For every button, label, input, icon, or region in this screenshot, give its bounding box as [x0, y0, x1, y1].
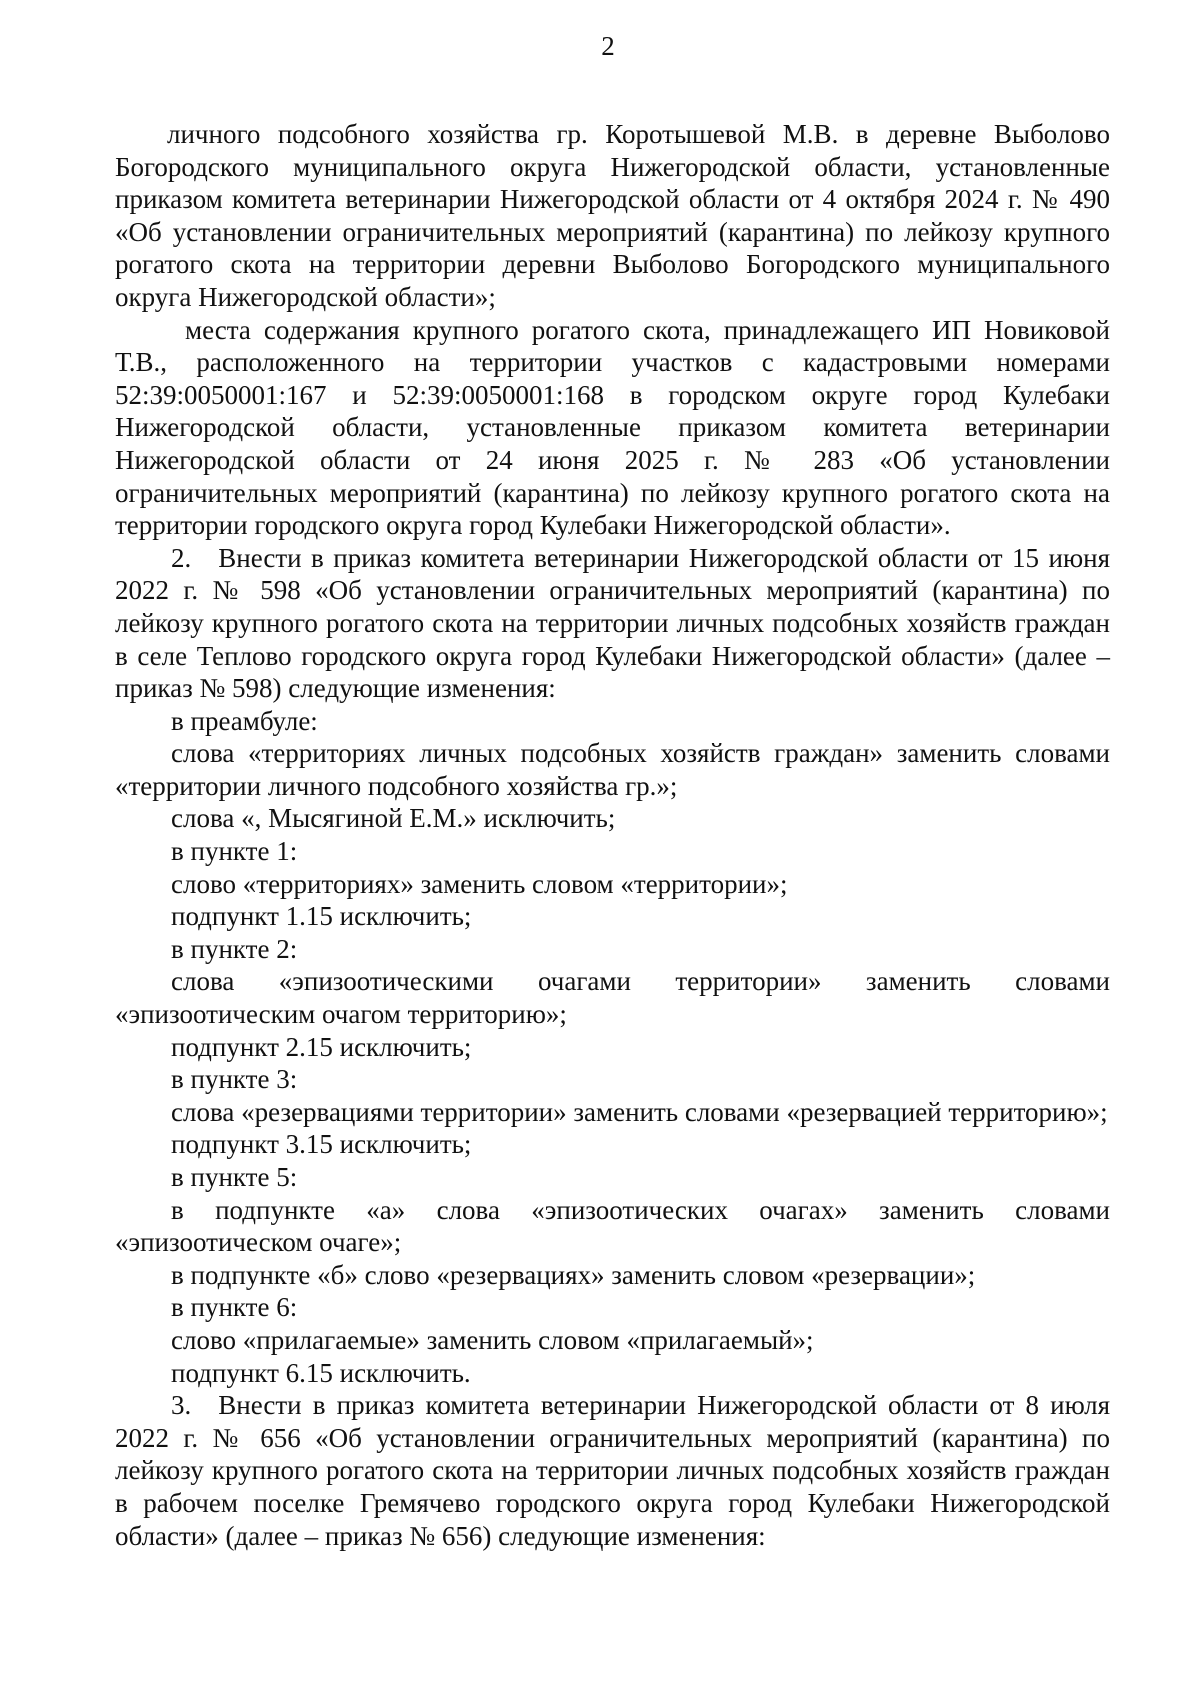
paragraph-point-6: в пункте 6:	[171, 1292, 298, 1323]
paragraph-preamble: в преамбуле:	[171, 705, 318, 736]
paragraph-point-2: в пункте 2:	[171, 933, 298, 964]
paragraph-point-3: в пункте 3:	[171, 1064, 298, 1095]
paragraph-point-5-a: в подпункте «а» слова «эпизоотических очагах» заменить словами «эпизоотическом очаге»;	[115, 1194, 1110, 1258]
paragraph-point-3-words: слова «резервациями территории» заменить словами «резервацией территорию»;	[171, 1096, 1108, 1127]
document-body	[115, 118, 1110, 1552]
paragraph-item-2: 2. Внести в приказ комитета ветеринарии Нижегородской области от 15 июня 2022 г. № 598 «Об установлении ограничительных мероприятий (карантина) по лейкозу крупного рогатого скота на территории личных подсобных хозяйств граждан в селе Теплово городского округа город Кулебаки Нижегородской области» (далее – приказ № 598) следующие изменения:	[115, 542, 1110, 704]
paragraph-point-1: в пункте 1:	[171, 836, 298, 867]
paragraph-exclude-name: слова «, Мысягиной Е.М.» исключить;	[171, 803, 616, 834]
paragraph-subpoint-2-15: подпункт 2.15 исключить;	[171, 1031, 472, 1062]
paragraph-subpoint-3-15: подпункт 3.15 исключить;	[171, 1129, 472, 1160]
paragraph-novikova: места содержания крупного рогатого скота, принадлежащего ИП Новиковой Т.В., расположенного на территории участков с кадастровыми номерами 52:39:0050001:167 и 52:39:0050001:168 в городском округе город Кулебаки Нижегородской области, установленные приказом комитета ветеринарии Нижегородской области от 24 июня 2025 г. № 283 «Об установлении ограничительных мероприятий (карантина) по лейкозу крупного рогатого скота на территории городского округа город Кулебаки Нижегородской области».	[115, 314, 1110, 541]
paragraph-point-5: в пункте 5:	[171, 1162, 298, 1192]
paragraph-point-1-word: слово «территориях» заменить словом «территории»;	[171, 868, 788, 899]
paragraph-point-5-b: в подпункте «б» слово «резервациях» заменить словом «резервации»;	[171, 1259, 976, 1290]
paragraph-subpoint-6-15: подпункт 6.15 исключить.	[171, 1357, 471, 1388]
paragraph-point-2-words: слова «эпизоотическими очагами территории» заменить словами «эпизоотическим очагом территорию»;	[115, 966, 1110, 1030]
paragraph-continuation: личного подсобного хозяйства гр. Коротышевой М.В. в деревне Выболово Богородского муниципального округа Нижегородской области, установленные приказом комитета ветеринарии Нижегородской области от 4 октября 2024 г. № 490 «Об установлении ограничительных мероприятий (карантина) по лейкозу крупного рогатого скота на территории деревни Выболово Богородского муниципального округа Нижегородской области»;	[115, 119, 1110, 312]
paragraph-subpoint-1-15: подпункт 1.15 исключить;	[171, 901, 472, 932]
paragraph-preamble-words: слова «территориях личных подсобных хозяйств граждан» заменить словами «территории личного подсобного хозяйства гр.»;	[115, 738, 1110, 801]
page-number: 2	[601, 31, 615, 61]
paragraph-point-6-word: слово «прилагаемые» заменить словом «прилагаемый»;	[171, 1324, 814, 1355]
paragraph-item-3: 3. Внести в приказ комитета ветеринарии Нижегородской области от 8 июля 2022 г. № 656 «Об установлении ограничительных мероприятий (карантина) по лейкозу крупного рогатого скота на территории личных подсобных хозяйств граждан в рабочем поселке Гремячево городского округа город Кулебаки Нижегородской области» (далее – приказ № 656) следующие изменения:	[115, 1390, 1110, 1551]
